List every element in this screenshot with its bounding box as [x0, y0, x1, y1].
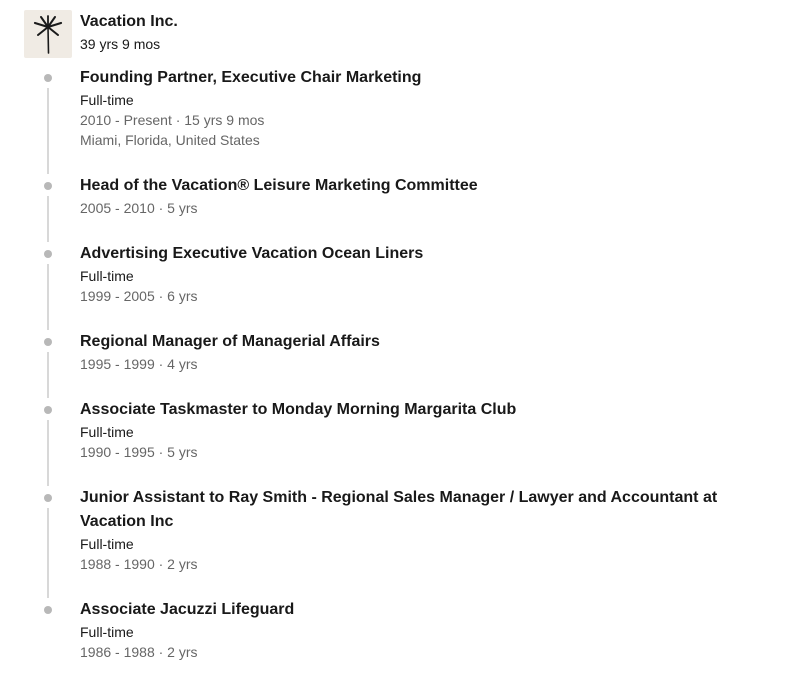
timeline-line [47, 88, 49, 174]
role-title: Advertising Executive Vacation Ocean Liners [80, 245, 424, 262]
timeline-dot-icon [44, 494, 52, 502]
experience-item[interactable] [0, 398, 801, 486]
company-name[interactable]: Vacation Inc. [80, 13, 178, 30]
role-title: Junior Assistant to Ray Smith - Regional Sales Manager / Lawyer and Accountant at Vacation Inc [80, 489, 718, 530]
employment-type: Full-time [80, 424, 134, 440]
role-title: Associate Jacuzzi Lifeguard [80, 601, 295, 618]
timeline-line [47, 196, 49, 242]
role-title: Head of the Vacation® Leisure Marketing Committee [80, 177, 478, 194]
experience-item[interactable] [0, 598, 801, 668]
role-location: Miami, Florida, United States [80, 132, 260, 148]
role-title: Founding Partner, Executive Chair Marketing [80, 69, 422, 86]
role-dates: 1990 - 1995 · 5 yrs [80, 444, 198, 460]
company-logo[interactable] [24, 10, 72, 58]
role-title: Associate Taskmaster to Monday Morning Margarita Club [80, 401, 517, 418]
employment-type: Full-time [80, 92, 134, 108]
timeline-dot-icon [44, 74, 52, 82]
timeline-dot-icon [44, 250, 52, 258]
timeline-line [47, 352, 49, 398]
timeline-line [47, 420, 49, 486]
employment-type: Full-time [80, 268, 134, 284]
role-dates: 1999 - 2005 · 6 yrs [80, 288, 198, 304]
timeline-dot-icon [44, 338, 52, 346]
role-dates: 1986 - 1988 · 2 yrs [80, 644, 198, 660]
role-dates: 1995 - 1999 · 4 yrs [80, 356, 198, 372]
timeline-dot-icon [44, 606, 52, 614]
timeline-line [47, 264, 49, 330]
timeline-dot-icon [44, 182, 52, 190]
timeline-line [47, 508, 49, 598]
experience-item[interactable] [0, 66, 801, 174]
experience-item[interactable] [0, 330, 801, 398]
employment-type: Full-time [80, 624, 134, 640]
timeline-dot-icon [44, 406, 52, 414]
palm-tree-icon [31, 13, 65, 55]
experience-item[interactable] [0, 486, 801, 598]
role-dates: 1988 - 1990 · 2 yrs [80, 556, 198, 572]
experience-item[interactable] [0, 174, 801, 242]
company-header [24, 10, 178, 58]
experience-item[interactable] [0, 242, 801, 330]
role-dates: 2005 - 2010 · 5 yrs [80, 200, 198, 216]
employment-type: Full-time [80, 536, 134, 552]
company-duration: 39 yrs 9 mos [80, 36, 161, 52]
role-dates: 2010 - Present · 15 yrs 9 mos [80, 112, 265, 128]
experience-timeline [0, 66, 801, 668]
role-title: Regional Manager of Managerial Affairs [80, 333, 380, 350]
